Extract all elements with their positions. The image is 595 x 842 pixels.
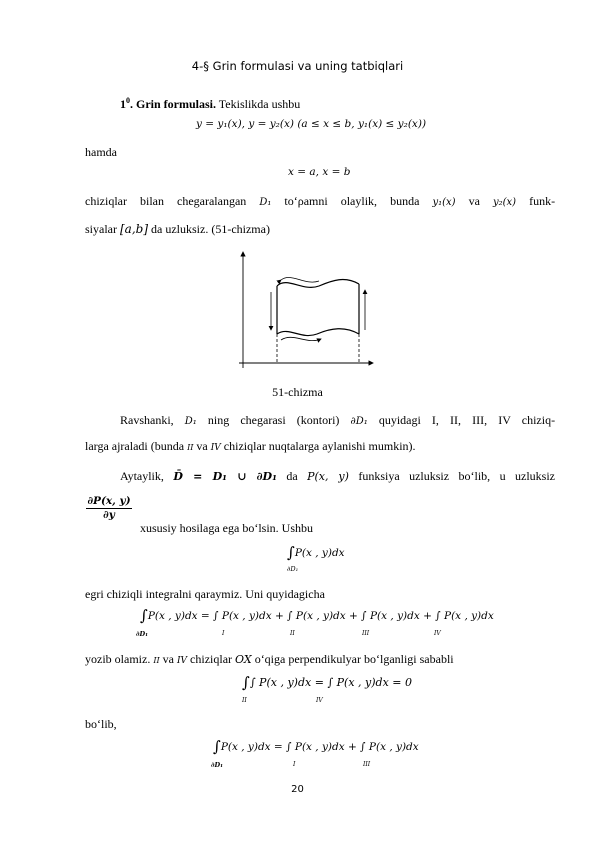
- page-number: 20: [291, 784, 304, 795]
- p3-text-a: Aytaylik,: [120, 469, 164, 483]
- p1-text-a: chiziqlar bilan chegaralangan: [85, 194, 247, 208]
- p2-text-d: larga ajraladi (bunda: [85, 439, 185, 453]
- boundary-subscript: ∂D₁: [287, 565, 299, 573]
- p2-text-e: chiziqlar nuqtalarga aylanishi mumkin).: [223, 439, 416, 453]
- paragraph-5: [85, 651, 454, 669]
- p1-text-e: da uzluksiz. (51-chizma): [151, 222, 270, 236]
- zero-formula: [242, 673, 412, 704]
- split-subscript-lhs: ∂D₁: [136, 630, 148, 638]
- integral-sign-zero: ∫: [242, 673, 250, 692]
- split-subscript-II: II: [290, 630, 295, 637]
- paragraph-1-line-2: [85, 221, 270, 237]
- p1-text-va: va: [468, 194, 480, 208]
- lower-curve-arrow: [281, 337, 321, 340]
- integral-sign-final: ∫: [213, 737, 221, 756]
- lines-formula: x = a, x = b: [288, 166, 351, 178]
- p5-text-c: o‘qiga perpendikulyar bo‘lganligi sababli: [254, 652, 454, 666]
- p5-text-va: va: [162, 652, 174, 666]
- zero-subscript-II: II: [242, 697, 247, 704]
- p2-text-b: ning chegarasi (kontori): [207, 413, 340, 427]
- p5-math-OX: OX: [235, 653, 252, 666]
- p1-math-y1: y₁(x): [432, 197, 456, 208]
- final-formula: [211, 737, 419, 769]
- paragraph-6: bo‘lib,: [85, 717, 117, 731]
- partial-denominator: ∂y: [103, 509, 115, 521]
- upper-curve-arrow: [281, 277, 319, 282]
- p3-math-Dbar: D̄ = D₁ ∪ ∂D₁: [173, 470, 277, 483]
- section-heading: 4-§ Grin formulasi va uning tatbiqlari: [191, 59, 404, 73]
- boundary-integral: [287, 543, 345, 573]
- paragraph-3-line-2: xususiy hosilaga ega bo‘lsin. Ushbu: [140, 521, 313, 535]
- upper-curve: [277, 280, 359, 288]
- subsection-title: . Grin formulasi.: [130, 97, 216, 111]
- figure-51: [225, 248, 375, 376]
- lower-curve: [277, 329, 359, 336]
- p5-math-II: II: [153, 656, 160, 665]
- split-expression: P(x , y)dx = ∫ P(x , y)dx + ∫ P(x , y)dx + ∫ P(x , y)dx + ∫ P(x , y)dx: [147, 610, 494, 622]
- paragraph-2-line-1: [120, 412, 555, 430]
- paragraph-2-line-2: [85, 438, 416, 456]
- subsection-number: 1: [120, 97, 126, 111]
- intro-text: Tekislikda ushbu: [218, 97, 301, 111]
- final-subscript-dD1: ∂D₁: [211, 761, 223, 769]
- p2-text-c: quyidagi I, II, III, IV chiziq-: [378, 413, 556, 427]
- integral-sign-lhs: ∫: [140, 606, 148, 625]
- p1-text-d: siyalar: [85, 222, 117, 236]
- p5-text-a: yozib olamiz.: [85, 652, 151, 666]
- p2-math-D1: D₁: [184, 416, 197, 427]
- final-expression: P(x , y)dx = ∫ P(x , y)dx + ∫ P(x , y)dx: [220, 741, 419, 753]
- subsection-line: [120, 93, 300, 112]
- p2-math-IV: IV: [210, 443, 221, 453]
- p3-text-da: da: [286, 469, 298, 483]
- split-subscript-I: I: [222, 630, 225, 637]
- zero-subscript-IV: IV: [316, 697, 323, 704]
- p5-text-b: chiziqlar: [190, 652, 233, 666]
- final-subscript-I: I: [293, 761, 296, 768]
- p1-math-ab: [a,b]: [120, 222, 149, 236]
- p2-math-II: II: [187, 443, 194, 452]
- p1-text-b: to‘ρamni olaylik, bunda: [284, 194, 420, 208]
- p2-math-dD1: ∂D₁: [350, 416, 368, 427]
- final-subscript-III: III: [363, 761, 371, 768]
- paragraph-3-line-1: [120, 468, 555, 485]
- figure-caption: 51-chizma: [272, 385, 323, 399]
- p1-text-c: funk-: [529, 194, 556, 208]
- paragraph-4: egri chiziqli integralni qaraymiz. Uni quyidagicha: [85, 587, 325, 601]
- split-formula: [136, 606, 494, 638]
- paragraph-1-line-1: [85, 193, 555, 211]
- partial-numerator: ∂P(x, y): [87, 495, 131, 507]
- split-subscript-III: III: [362, 630, 370, 637]
- p1-math-D1: D₁: [259, 197, 272, 208]
- p2-text-a: Ravshanki,: [120, 413, 174, 427]
- subsection-degree: 0: [126, 96, 130, 105]
- p5-math-IV: IV: [176, 656, 188, 666]
- boundary-integrand: P(x , y)dx: [294, 547, 345, 559]
- curves-formula: y = y₁(x), y = y₂(x) (a ≤ x ≤ b, y₁(x) ≤ y₂(x)): [196, 118, 427, 130]
- zero-expression: ∫ P(x , y)dx = ∫ P(x , y)dx = 0: [249, 676, 412, 689]
- partial-derivative: [86, 495, 132, 521]
- p2-text-va: va: [196, 439, 208, 453]
- p3-text-b: funksiya uzluksiz bo‘lib, u uzluksiz: [358, 469, 555, 483]
- p1-math-y2: y₂(x): [492, 197, 517, 208]
- p3-math-P: P(x, y): [307, 470, 349, 483]
- hamda-text: hamda: [85, 145, 117, 159]
- integral-sign: ∫: [287, 543, 295, 562]
- split-subscript-IV: IV: [434, 630, 441, 637]
